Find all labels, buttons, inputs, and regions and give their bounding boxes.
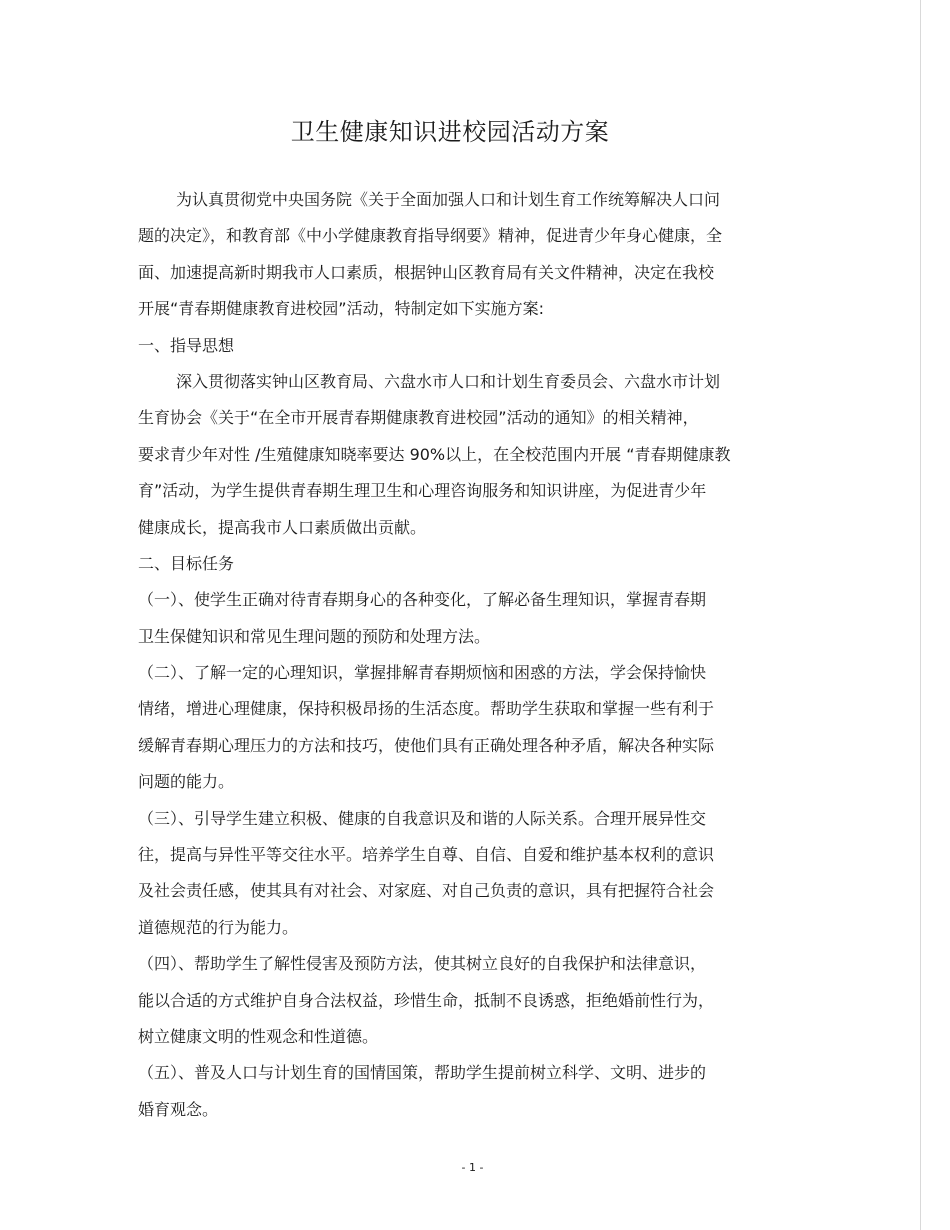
document-title: 卫生健康知识进校园活动方案	[290, 118, 610, 146]
text-line: 树立健康文明的性观念和性道德。	[138, 1026, 379, 1046]
text-line: 深入贯彻落实钟山区教育局、六盘水市人口和计划生育委员会、六盘水市计划	[176, 371, 721, 391]
text-line: 道德规范的行为能力。	[138, 917, 299, 937]
page-right-edge	[920, 0, 921, 1230]
text-line: （二）、了解一定的心理知识，掌握排解青春期烦恼和困惑的方法，学会保持愉快	[138, 663, 707, 683]
text-line: 问题的能力。	[138, 772, 235, 792]
text-line: 健康成长，提高我市人口素质做出贡献。	[138, 517, 427, 537]
text-line: 卫生保健知识和常见生理问题的预防和处理方法。	[138, 626, 491, 646]
text-line: 二、目标任务	[138, 553, 235, 573]
document-body	[138, 182, 818, 1128]
text-line: （一）、使学生正确对待青春期身心的各种变化，了解必备生理知识，掌握青春期	[138, 590, 707, 610]
text-line: 要求青少年对性 /生殖健康知晓率要达 90%以上，在全校范围内开展 “青春期健康教	[138, 444, 731, 464]
text-line: 生育协会《关于“在全市开展青春期健康教育进校园”活动的通知》的相关精神，	[138, 408, 699, 428]
text-line: （三）、引导学生建立积极、健康的自我意识及和谐的人际关系。合理开展异性交	[138, 808, 707, 828]
text-line: 婚育观念。	[138, 1099, 219, 1119]
text-line: 一、指导思想	[138, 335, 235, 355]
text-line: （四）、帮助学生了解性侵害及预防方法，使其树立良好的自我保护和法律意识，	[138, 954, 707, 974]
text-line: 为认真贯彻党中央国务院《关于全面加强人口和计划生育工作统筹解决人口问	[176, 190, 721, 209]
text-line: 题的决定》，和教育部《中小学健康教育指导纲要》精神，促进青少年身心健康，全	[138, 226, 723, 246]
text-line: 育”活动，为学生提供青春期生理卫生和心理咨询服务和知识讲座，为促进青少年	[138, 481, 707, 501]
text-line: 往，提高与异性平等交往水平。培养学生自尊、自信、自爱和维护基本权利的意识	[138, 845, 715, 865]
text-line: 及社会责任感，使其具有对社会、对家庭、对自己负责的意识，具有把握符合社会	[138, 881, 715, 901]
text-line: 开展“青春期健康教育进校园”活动，特制定如下实施方案:	[138, 299, 544, 319]
text-line: 缓解青春期心理压力的方法和技巧，使他们具有正确处理各种矛盾，解决各种实际	[138, 735, 715, 755]
text-line: 情绪，增进心理健康，保持积极昂扬的生活态度。帮助学生获取和掌握一些有利于	[138, 699, 715, 719]
text-line: 能以合适的方式维护自身合法权益，珍惜生命，抵制不良诱惑，拒绝婚前性行为，	[138, 990, 715, 1010]
page-number: - 1 -	[461, 1161, 484, 1174]
text-line: 面、加速提高新时期我市人口素质，根据钟山区教育局有关文件精神，决定在我校	[138, 262, 715, 282]
text-line: （五）、普及人口与计划生育的国情国策，帮助学生提前树立科学、文明、进步的	[138, 1063, 707, 1083]
